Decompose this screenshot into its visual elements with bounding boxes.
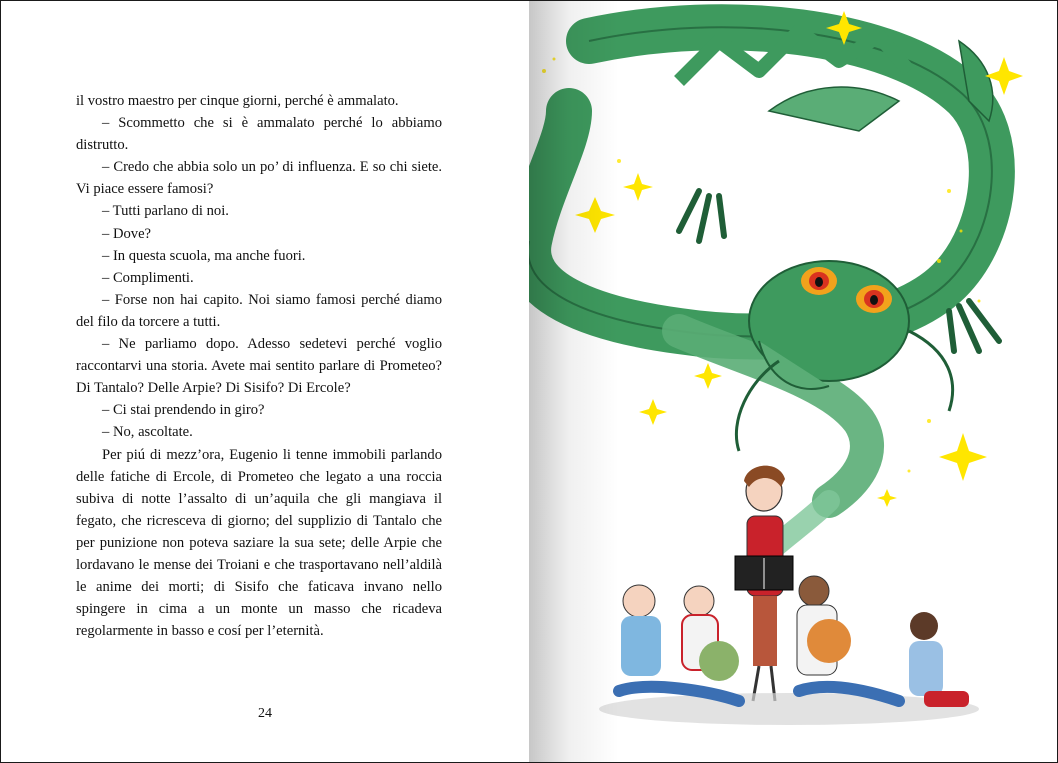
paragraph: – Ci stai prendendo in giro?	[102, 402, 265, 419]
paragraph: – Ne parliamo dopo. Adesso sedetevi perché voglio raccontarvi una storia. Avete mai sentito parlare di Prometeo? Di Tantalo? Delle Arpie? Di Sisifo? Di Ercole?	[76, 336, 442, 397]
paragraph: il vostro maestro per cinque giorni, perché è ammalato.	[76, 93, 399, 109]
paragraph: Per piú di mezz’ora, Eugenio li tenne immobili parlando delle fatiche di Ercole, di Prometeo che legato a una roccia subiva di notte l’assalto di un’aquila che gli mangiava il fegato, che ricresceva di giorno; del supplizio di Tantalo che per punizione non poteva saziare la sua sete; delle Arpie che lordavano le mense dei Troiani e che trasportavano nell’aldilà le anime dei morti; di Sisifo che faticava invano nello spingere in cima a un monte un masso che ricadeva regolarmente in basso e cosí per l’eternità.	[76, 446, 442, 640]
right-page	[529, 1, 1057, 762]
body-text	[76, 90, 442, 642]
paragraph: – Forse non hai capito. Noi siamo famosi perché diamo del filo da torcere a tutti.	[76, 291, 442, 330]
teacher-reading-icon	[735, 466, 793, 701]
paragraph: – In questa scuola, ma anche fuori.	[102, 247, 306, 264]
paragraph: – Tutti parlano di noi.	[102, 203, 229, 220]
paragraph: – Dove?	[102, 225, 152, 242]
page-number: 24	[258, 706, 272, 721]
paragraph: – Credo che abbia solo un po’ di influenza. E so chi siete. Vi piace essere famosi?	[76, 159, 442, 198]
gutter-shadow	[529, 1, 619, 762]
children-group-icon	[599, 576, 979, 725]
paragraph: – Complimenti.	[102, 269, 194, 286]
paragraph: – Scommetto che si è ammalato perché lo abbiamo distrutto.	[76, 115, 442, 154]
left-page	[1, 1, 529, 762]
paragraph: – No, ascoltate.	[102, 424, 193, 441]
